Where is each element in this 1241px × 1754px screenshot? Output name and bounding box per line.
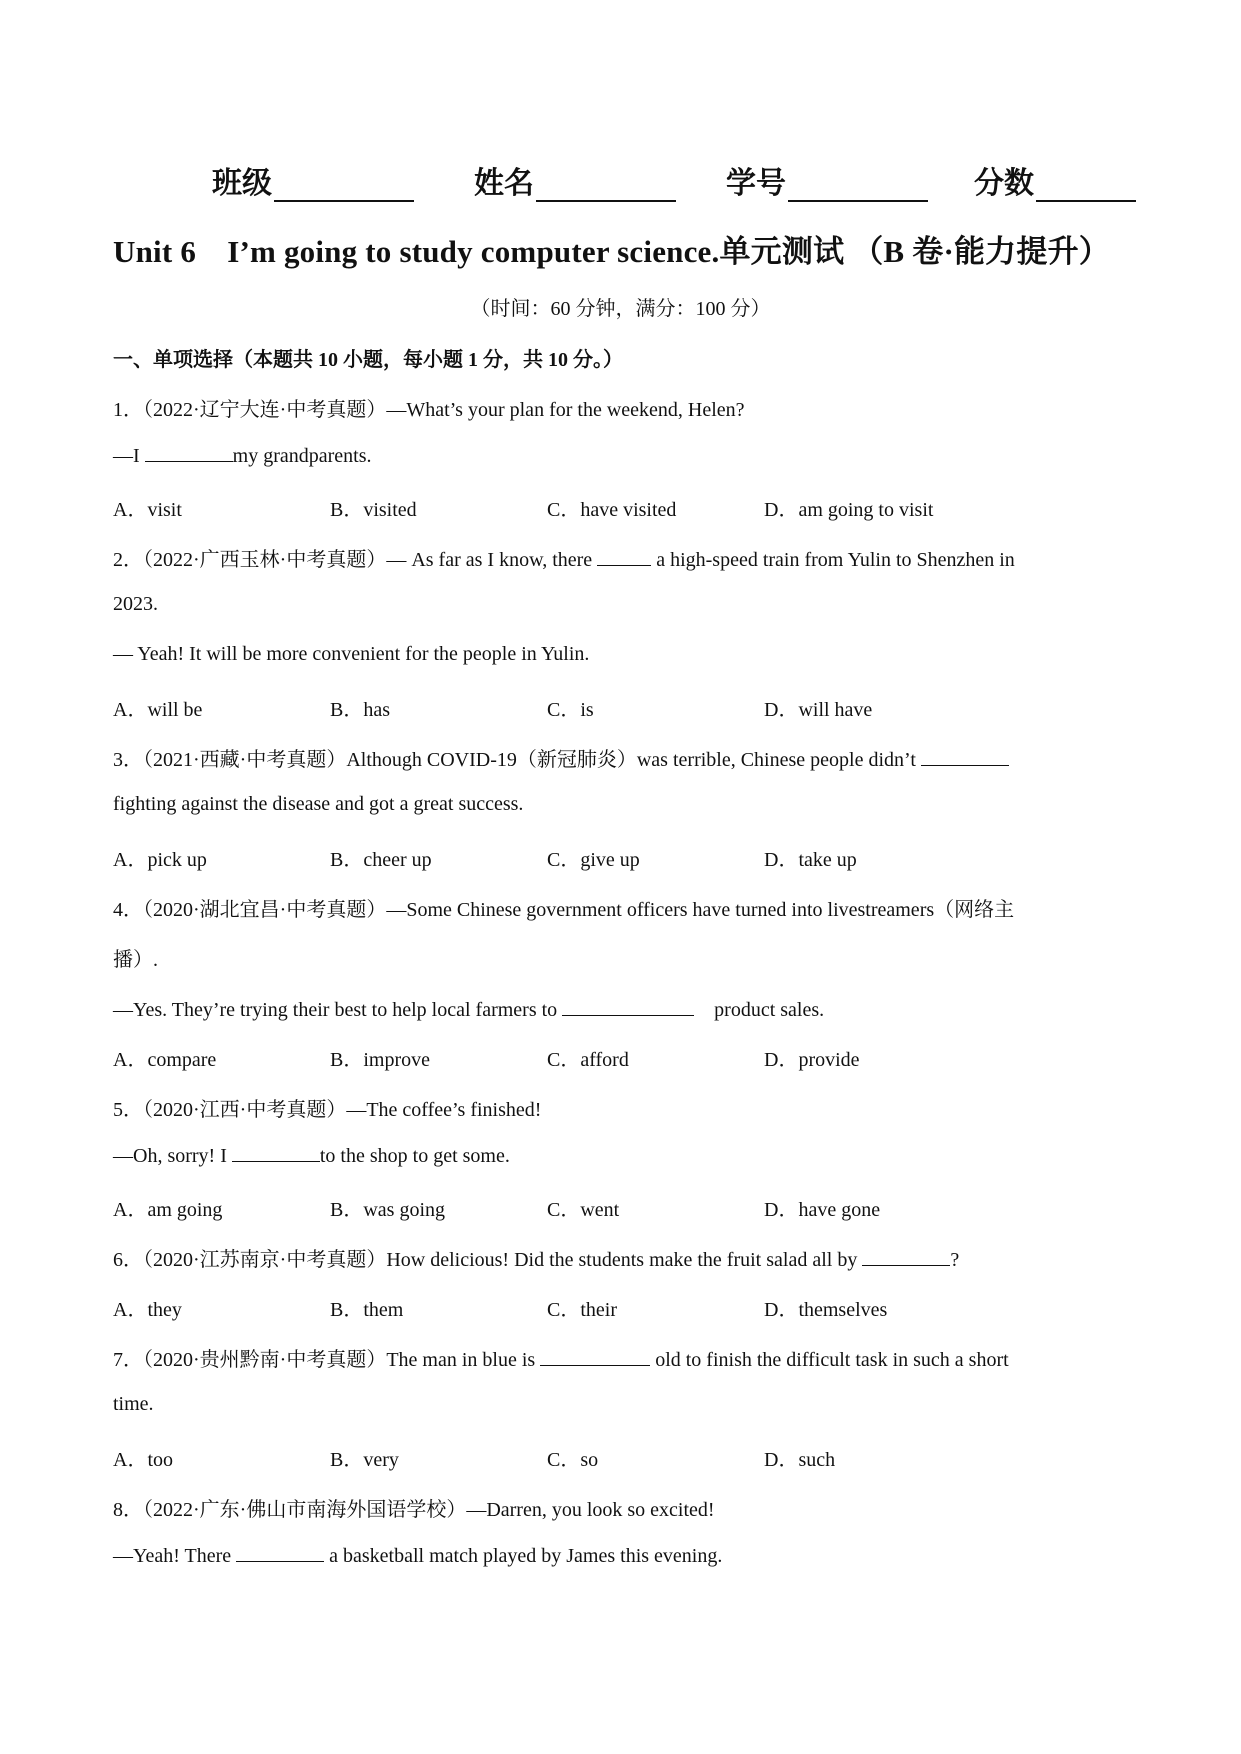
q2-line-1: 2．（2022·广西玉林·中考真题）— As far as I know, there a high-speed train from Yulin to Shenzhen in xyxy=(113,549,1015,571)
q3-line-1: 3．（2021·西藏·中考真题）Although COVID-19（新冠肺炎）was terrible, Chinese people didn’t xyxy=(113,743,1009,772)
q8-line-1: 8．（2022·广东·佛山市南海外国语学校）—Darren, you look so excited! xyxy=(113,1499,715,1521)
q4-option-a[interactable]: A．compare xyxy=(113,1049,217,1071)
q1-line-1: 1．（2022·辽宁大连·中考真题）—What’s your plan for the weekend, Helen? xyxy=(113,399,745,421)
q7-option-d[interactable]: D．such xyxy=(764,1449,836,1471)
answer-blank[interactable] xyxy=(862,1247,950,1266)
q4-line-3: —Yes. They’re trying their best to help local farmers to product sales. xyxy=(113,999,825,1021)
class-field xyxy=(212,160,414,202)
q1-option-d[interactable]: D．am going to visit xyxy=(764,499,934,521)
page-title: Unit 6 I’m going to study computer science.单元测试 （B 卷·能力提升） xyxy=(113,234,1110,269)
q2-option-c[interactable]: C．is xyxy=(547,699,594,721)
score-label: 分数 xyxy=(974,167,1034,200)
q4-option-b[interactable]: B．improve xyxy=(330,1049,430,1071)
q4-line-1: 4．（2020·湖北宜昌·中考真题）—Some Chinese government officers have turned into livestreamers（网络主 xyxy=(113,899,1015,921)
q5-option-b[interactable]: B．was going xyxy=(330,1199,445,1221)
q2-line-2: 2023. xyxy=(113,593,158,615)
q4-line-2: 播）. xyxy=(113,949,158,971)
name-field xyxy=(474,160,676,202)
q4-option-d[interactable]: D．provide xyxy=(764,1049,860,1071)
q6-option-d[interactable]: D．themselves xyxy=(764,1299,888,1321)
q5-line-2: —Oh, sorry! I to the shop to get some. xyxy=(113,1145,510,1167)
student-id-blank[interactable] xyxy=(788,166,928,202)
q6-option-a[interactable]: A．they xyxy=(113,1299,182,1321)
student-id-label: 学号 xyxy=(726,167,786,200)
q3-option-b[interactable]: B．cheer up xyxy=(330,849,432,871)
q2-line-3: — Yeah! It will be more convenient for the people in Yulin. xyxy=(113,643,590,665)
name-blank[interactable] xyxy=(536,166,676,202)
exam-time-info: （时间：60 分钟，满分：100 分） xyxy=(470,298,771,320)
student-id-field xyxy=(726,160,928,202)
q5-option-c[interactable]: C．went xyxy=(547,1199,620,1221)
q7-line-2: time. xyxy=(113,1393,154,1415)
q1-option-c[interactable]: C．have visited xyxy=(547,499,677,521)
q2-option-d[interactable]: D．will have xyxy=(764,699,873,721)
answer-blank[interactable] xyxy=(921,747,1009,766)
q1-line-2: —I my grandparents. xyxy=(113,445,372,467)
q5-line-1: 5．（2020·江西·中考真题）—The coffee’s finished! xyxy=(113,1099,542,1121)
q6-line-1: 6．（2020·江苏南京·中考真题）How delicious! Did the students make the fruit salad all by ? xyxy=(113,1249,960,1271)
q3-option-d[interactable]: D．take up xyxy=(764,849,857,871)
section-title: 一、单项选择（本题共 10 小题，每小题 1 分，共 10 分。） xyxy=(113,349,623,371)
q3-line-2: fighting against the disease and got a great success. xyxy=(113,793,524,815)
q7-option-b[interactable]: B．very xyxy=(330,1449,399,1471)
name-label: 姓名 xyxy=(474,167,534,200)
q2-option-b[interactable]: B．has xyxy=(330,699,390,721)
q2-option-a[interactable]: A．will be xyxy=(113,699,203,721)
q7-option-c[interactable]: C．so xyxy=(547,1449,599,1471)
class-blank[interactable] xyxy=(274,166,414,202)
q3-option-a[interactable]: A．pick up xyxy=(113,849,207,871)
score-field xyxy=(974,160,1136,202)
class-label: 班级 xyxy=(212,167,272,200)
answer-blank[interactable] xyxy=(562,997,694,1016)
q5-option-a[interactable]: A．am going xyxy=(113,1199,223,1221)
q3-option-c[interactable]: C．give up xyxy=(547,849,640,871)
q8-line-2: —Yeah! There a basketball match played by James this evening. xyxy=(113,1545,723,1567)
q6-option-c[interactable]: C．their xyxy=(547,1299,617,1321)
q6-option-b[interactable]: B．them xyxy=(330,1299,404,1321)
answer-blank[interactable] xyxy=(236,1543,324,1562)
answer-blank[interactable] xyxy=(540,1347,650,1366)
q1-option-b[interactable]: B．visited xyxy=(330,499,417,521)
q1-option-a[interactable]: A．visit xyxy=(113,499,182,521)
answer-blank[interactable] xyxy=(232,1143,320,1162)
score-blank[interactable] xyxy=(1036,166,1136,202)
answer-blank[interactable] xyxy=(597,547,651,566)
q7-option-a[interactable]: A．too xyxy=(113,1449,173,1471)
q7-line-1: 7．（2020·贵州黔南·中考真题）The man in blue is old to finish the difficult task in such a short xyxy=(113,1349,1009,1371)
q4-option-c[interactable]: C．afford xyxy=(547,1049,629,1071)
answer-blank[interactable] xyxy=(145,443,233,462)
q5-option-d[interactable]: D．have gone xyxy=(764,1199,881,1221)
